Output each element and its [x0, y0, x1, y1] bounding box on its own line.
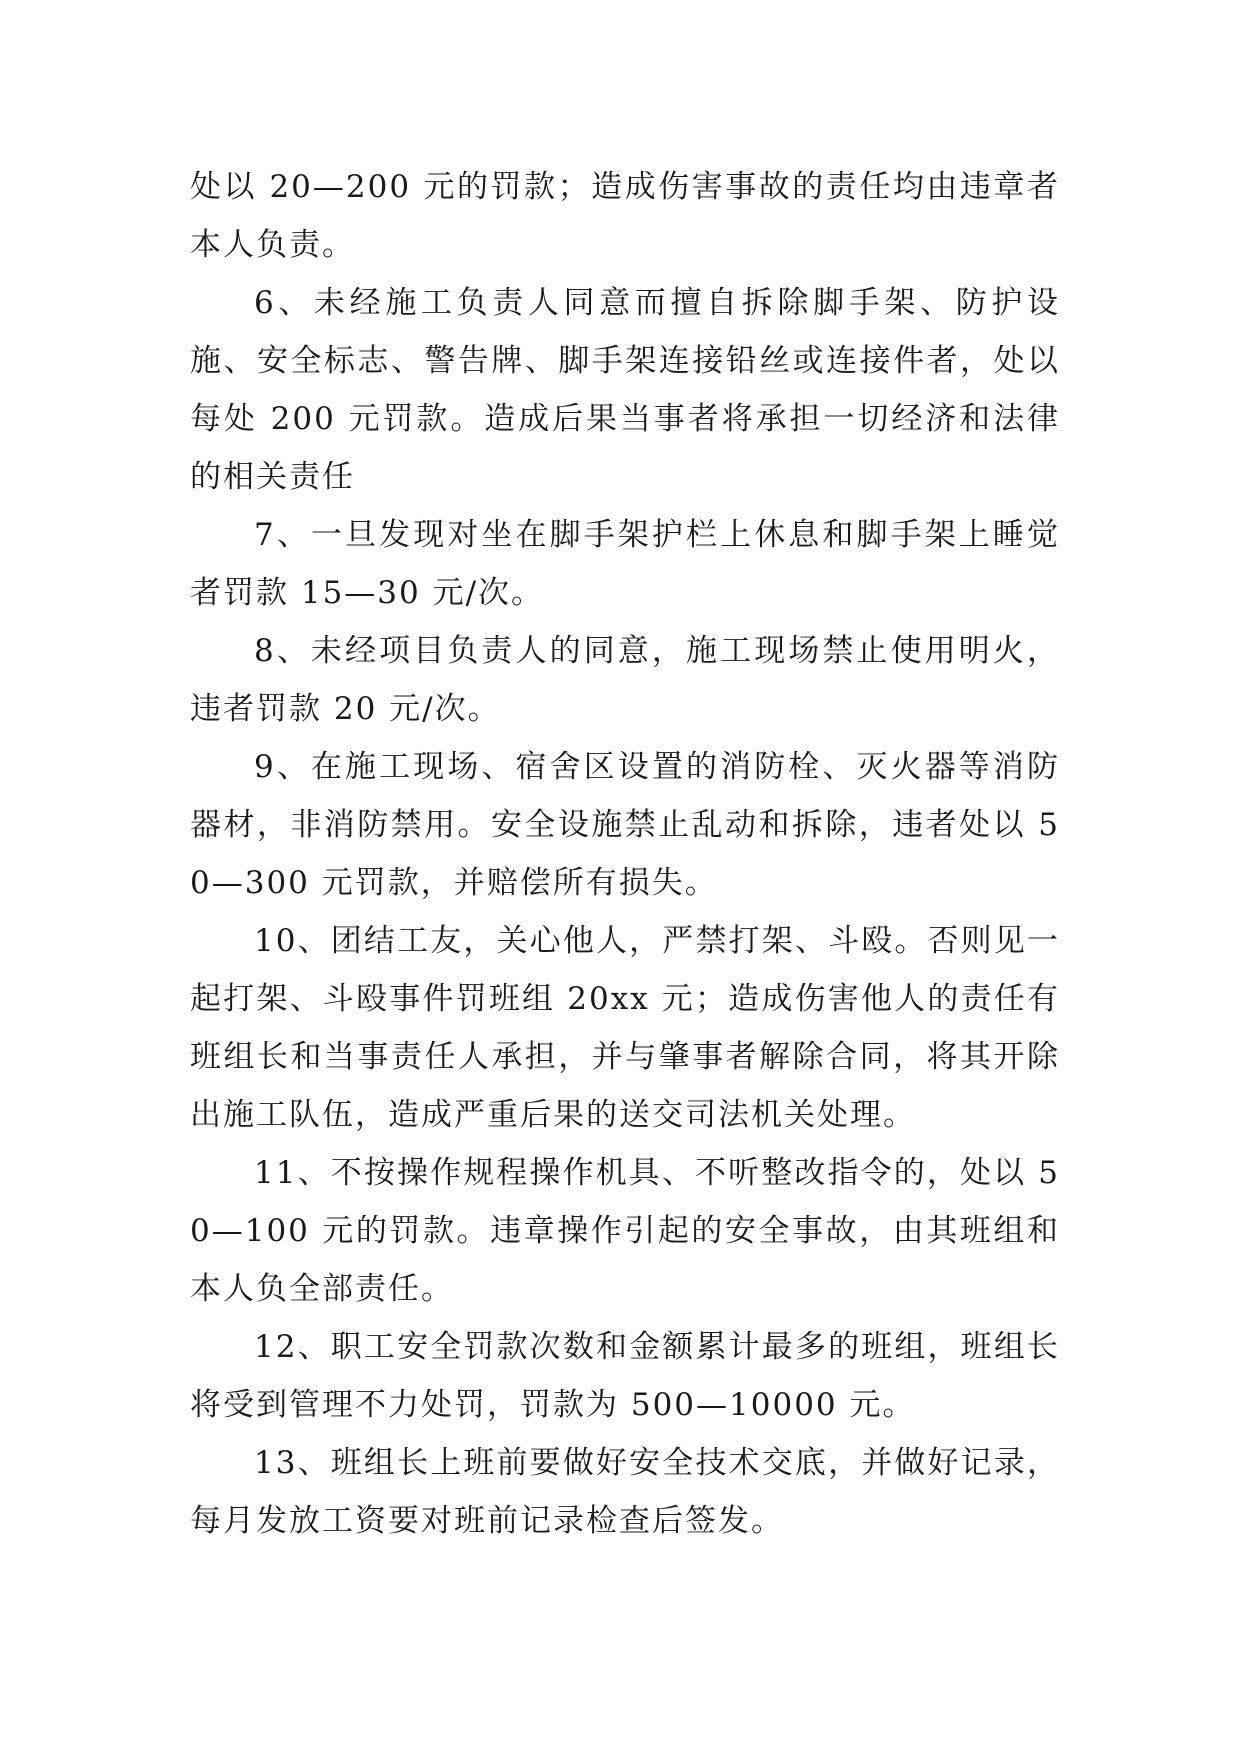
paragraph-item-13: 13、班组长上班前要做好安全技术交底，并做好记录，每月发放工资要对班前记录检查后签发。 [190, 1445, 1060, 1539]
paragraph-item-7: 7、一旦发现对坐在脚手架护栏上休息和脚手架上睡觉者罚款 15—30 元/次。 [190, 517, 1060, 611]
document-body [190, 158, 1060, 1550]
paragraph-item-6: 6、未经施工负责人同意而擅自拆除脚手架、防护设施、安全标志、警告牌、脚手架连接铅丝或连接件者，处以每处 200 元罚款。造成后果当事者将承担一切经济和法律的相关责任 [190, 285, 1060, 495]
paragraph-item-8: 8、未经项目负责人的同意，施工现场禁止使用明火，违者罚款 20 元/次。 [190, 633, 1060, 727]
paragraph-item-10: 10、团结工友，关心他人，严禁打架、斗殴。否则见一起打架、斗殴事件罚班组 20xx 元；造成伤害他人的责任有班组长和当事责任人承担，并与肇事者解除合同，将其开除出施工队伍，造成严重后果的送交司法机关处理。 [190, 923, 1060, 1133]
paragraph-item-11: 11、不按操作规程操作机具、不听整改指令的，处以 50—100 元的罚款。违章操作引起的安全事故，由其班组和本人负全部责任。 [190, 1155, 1060, 1307]
paragraph-continued: 处以 20—200 元的罚款；造成伤害事故的责任均由违章者本人负责。 [190, 169, 1060, 263]
paragraph-item-9: 9、在施工现场、宿舍区设置的消防栓、灭火器等消防器材，非消防禁用。安全设施禁止乱动和拆除，违者处以 50—300 元罚款，并赔偿所有损失。 [190, 749, 1060, 901]
paragraph-item-12: 12、职工安全罚款次数和金额累计最多的班组，班组长将受到管理不力处罚，罚款为 500—10000 元。 [190, 1329, 1060, 1423]
